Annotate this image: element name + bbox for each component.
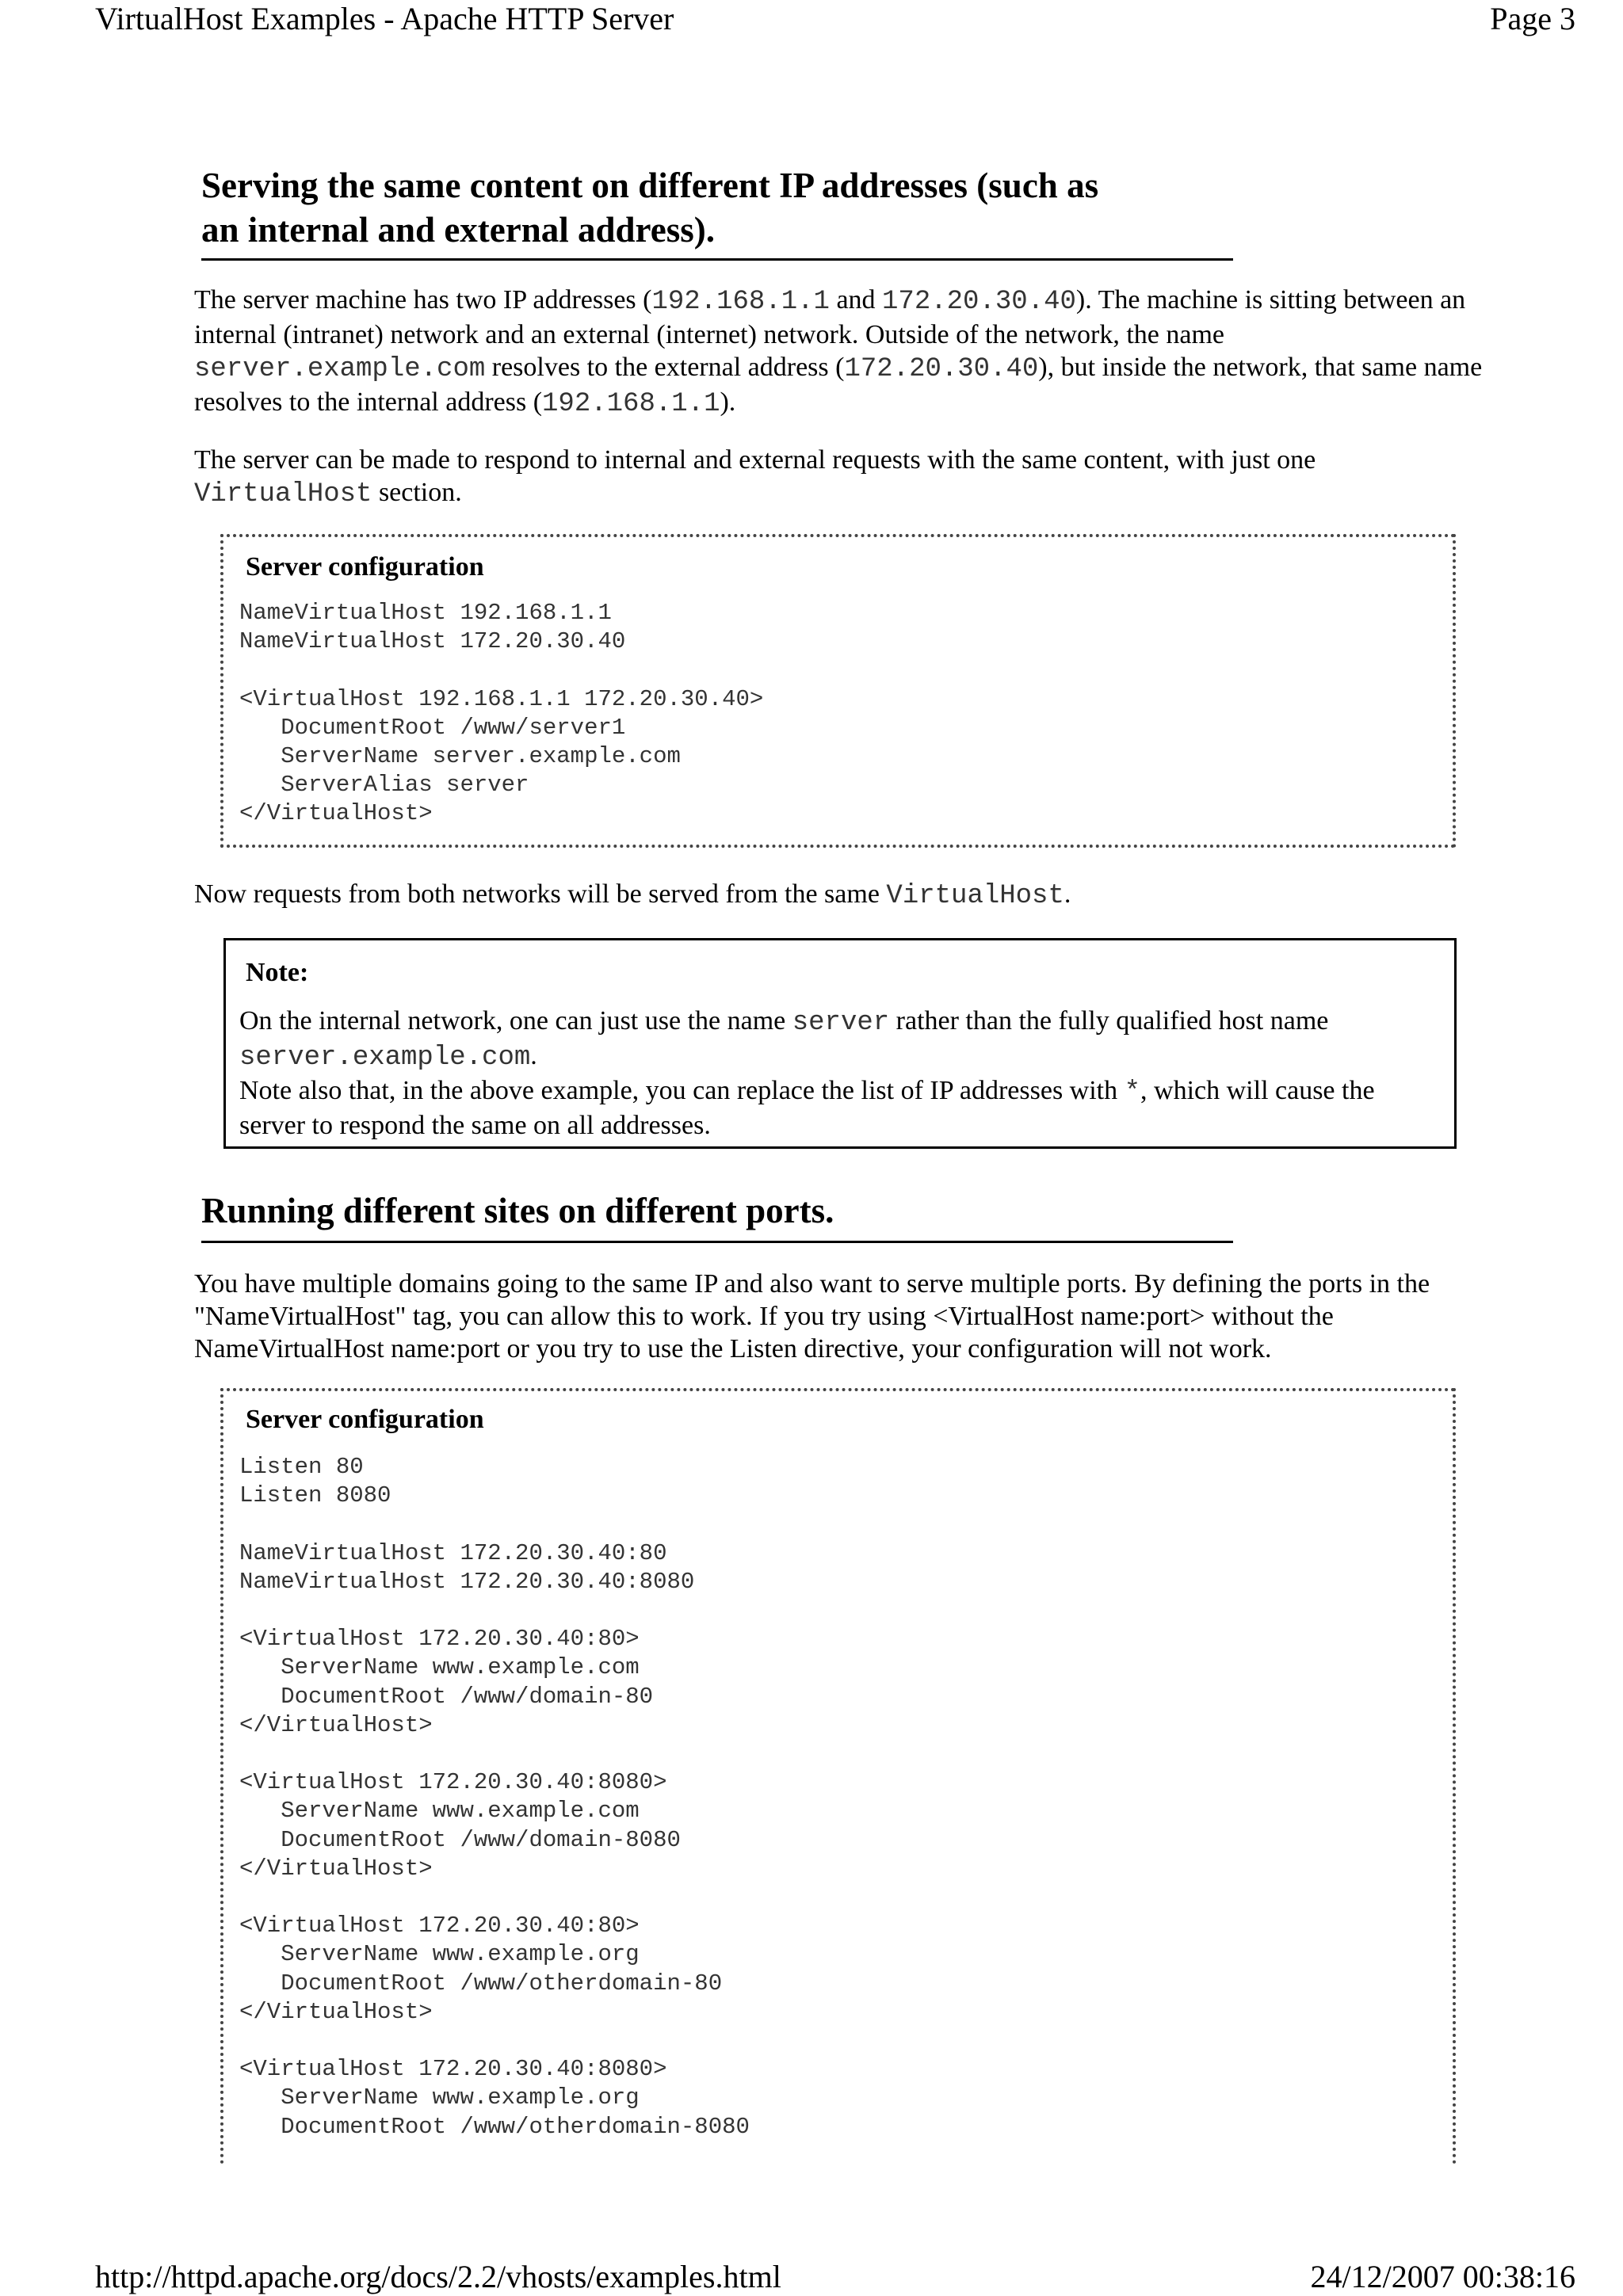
paragraph-both-networks: Now requests from both networks will be served from the same VirtualHost. <box>194 879 1071 911</box>
paragraph-same-content: The server can be made to respond to internal and external requests with the same content, with just one VirtualHost section. <box>194 445 1316 509</box>
server-config-code-ports: Listen 80 Listen 8080 NameVirtualHost 172.20.30.40:80 NameVirtualHost 172.20.30.40:8080 <VirtualHost 172.20.30.40:80> ServerName www.example.com DocumentRoot /www/domain-80 </VirtualHost> <VirtualHost 172.20.30.40:8080> ServerName www.example.com DocumentRoot /www/domain-8080 </VirtualHost> <VirtualHost 172.20.30.40:80> ServerName www.example.org DocumentRoot /www/otherdomain-80 </VirtualHost> <VirtualHost 172.20.30.40:8080> ServerName www.example.org DocumentRoot /www/otherdomain-8080 <box>239 1454 750 2140</box>
code-ip-internal: 192.168.1.1 <box>651 287 830 317</box>
paragraph-ip-addresses: The server machine has two IP addresses (192.168.1.1 and 172.20.30.40). The machine is sitting between an internal (intranet) network and an external (internet) network. Outside of the network, the name server.example.com resolves to the external address (172.20.30.40), but inside the network, that same name resolves to the internal address (192.168.1.1). <box>194 285 1483 419</box>
server-config-title: Server configuration <box>246 552 484 582</box>
paragraph-ports: You have multiple domains going to the same IP and also want to serve multiple ports. By defining the ports in the "NameVirtualHost" tag, you can allow this to work. If you try using <VirtualHost name:port> without the NameVirtualHost name:port or you try to use the Listen directive, your configuration will not work. <box>194 1269 1430 1363</box>
page-header-title: VirtualHost Examples - Apache HTTP Server <box>95 1 674 36</box>
heading-underline <box>201 258 1233 261</box>
section-heading-same-content <box>201 163 1098 252</box>
note-text: On the internal network, one can just use the name server rather than the fully qualified host name server.example.com. Note also that, in the above example, you can replace the list of IP addresses with *, which will cause the server to respond the same on all addresses. <box>239 1006 1375 1140</box>
heading-line-2: an internal and external address). <box>201 210 715 250</box>
code-ip-external: 172.20.30.40 <box>844 354 1039 384</box>
note-title: Note: <box>246 958 309 987</box>
section-heading-different-ports: Running different sites on different ports. <box>201 1191 834 1230</box>
heading-underline <box>201 1241 1233 1243</box>
code-hostname: server.example.com <box>239 1043 531 1073</box>
page-footer-url: http://httpd.apache.org/docs/2.2/vhosts/examples.html <box>95 2259 781 2294</box>
code-ip-internal: 192.168.1.1 <box>542 389 720 419</box>
page-number: Page 3 <box>1490 1 1575 36</box>
heading-line-1: Serving the same content on different IP addresses (such as <box>201 166 1099 205</box>
code-virtualhost: VirtualHost <box>194 479 372 509</box>
code-server: server <box>792 1008 890 1038</box>
code-virtualhost: VirtualHost <box>886 881 1064 911</box>
server-config-title: Server configuration <box>246 1405 484 1434</box>
code-wildcard: * <box>1124 1077 1141 1108</box>
page-footer-datetime: 24/12/2007 00:38:16 <box>1310 2259 1575 2294</box>
code-ip-external: 172.20.30.40 <box>882 287 1076 317</box>
code-hostname: server.example.com <box>194 354 486 384</box>
server-config-code: NameVirtualHost 192.168.1.1 NameVirtualHost 172.20.30.40 <VirtualHost 192.168.1.1 172.20.30.40> DocumentRoot /www/server1 ServerName server.example.com ServerAlias server </VirtualHost> <box>239 600 764 827</box>
